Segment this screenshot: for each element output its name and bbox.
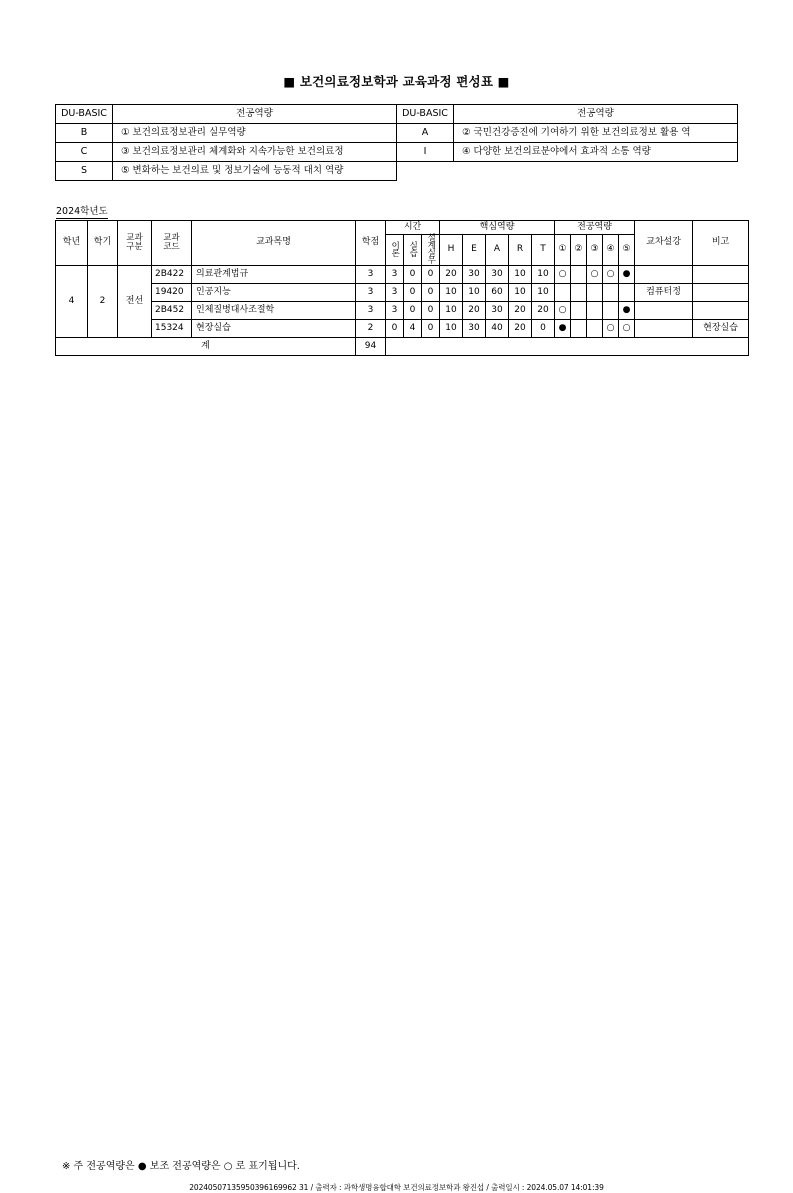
cell-core-a: 30 xyxy=(486,266,509,284)
competency-code: A xyxy=(397,124,454,143)
header-du-basic-left: DU-BASIC xyxy=(56,105,113,124)
cell-class-open xyxy=(635,266,693,284)
cell-theory: 3 xyxy=(386,302,404,320)
cell-theory: 0 xyxy=(386,320,404,338)
cell-core-a: 30 xyxy=(486,302,509,320)
header-semester: 학기 xyxy=(88,221,118,266)
competency-desc: ② 국민건강증진에 기여하기 위한 보건의료정보 활용 역 xyxy=(454,124,738,143)
cell-core-r: 10 xyxy=(509,284,532,302)
header-subject-code: 교과 코드 xyxy=(152,221,192,266)
competency-desc: ⑤ 변화하는 보건의료 및 정보기술에 능동적 대치 역량 xyxy=(113,162,397,181)
cell-practice: 0 xyxy=(404,266,422,284)
cell-major-1: ○ xyxy=(555,266,571,284)
header-class-open: 교차설강 xyxy=(635,221,693,266)
cell-major-2 xyxy=(571,320,587,338)
page-title: ■ 보건의료정보학과 교육과정 편성표 ■ xyxy=(283,74,510,89)
header-core-h: H xyxy=(440,235,463,266)
empty-cell xyxy=(397,162,454,181)
competency-desc: ③ 보건의료정보관리 체계화와 지속가능한 보건의료정 xyxy=(113,143,397,162)
total-label: 계 xyxy=(56,338,356,356)
total-empty xyxy=(386,338,749,356)
header-note: 비고 xyxy=(693,221,749,266)
header-major-5: ⑤ xyxy=(619,235,635,266)
cell-core-t: 10 xyxy=(532,284,555,302)
table-group-header-row xyxy=(56,221,749,235)
cell-major-5: ● xyxy=(619,266,635,284)
cell-class-open: 컴퓨터정 xyxy=(635,284,693,302)
cell-note xyxy=(693,302,749,320)
cell-design: 0 xyxy=(422,320,440,338)
competency-table xyxy=(55,104,738,181)
header-core-a: A xyxy=(486,235,509,266)
cell-semester: 2 xyxy=(88,266,118,338)
cell-practice: 0 xyxy=(404,284,422,302)
cell-subject-div: 전선 xyxy=(118,266,152,338)
table-row xyxy=(56,162,738,181)
cell-class-open xyxy=(635,320,693,338)
table-row xyxy=(56,320,749,338)
document-page xyxy=(0,72,793,1193)
header-group-core-competency: 핵심역량 xyxy=(440,221,555,235)
competency-code: B xyxy=(56,124,113,143)
competency-code: C xyxy=(56,143,113,162)
cell-core-t: 20 xyxy=(532,302,555,320)
cell-core-h: 10 xyxy=(440,302,463,320)
competency-code: I xyxy=(397,143,454,162)
header-group-time: 시간 xyxy=(386,221,440,235)
cell-note xyxy=(693,266,749,284)
cell-major-2 xyxy=(571,302,587,320)
cell-major-5: ○ xyxy=(619,320,635,338)
cell-core-e: 30 xyxy=(463,266,486,284)
competency-table-wrapper xyxy=(55,104,738,181)
cell-class-open xyxy=(635,302,693,320)
cell-theory: 3 xyxy=(386,284,404,302)
header-major-1: ① xyxy=(555,235,571,266)
cell-credit: 3 xyxy=(356,284,386,302)
cell-major-3 xyxy=(587,284,603,302)
year-label xyxy=(54,203,739,217)
header-credit: 학점 xyxy=(356,221,386,266)
header-major-4: ④ xyxy=(603,235,619,266)
cell-core-h: 10 xyxy=(440,320,463,338)
cell-core-r: 10 xyxy=(509,266,532,284)
table-total-row xyxy=(56,338,749,356)
header-subject-name: 교과목명 xyxy=(192,221,356,266)
header-time-practice: 실습 xyxy=(404,235,422,266)
cell-major-4 xyxy=(603,302,619,320)
cell-major-4: ○ xyxy=(603,320,619,338)
cell-credit: 3 xyxy=(356,266,386,284)
footnote: ※ 주 전공역량은 ● 보조 전공역량은 ○ 로 표기됩니다. xyxy=(62,1161,300,1172)
cell-core-h: 20 xyxy=(440,266,463,284)
cell-design: 0 xyxy=(422,284,440,302)
empty-cell xyxy=(454,162,738,181)
header-time-theory: 이론 xyxy=(386,235,404,266)
total-credit: 94 xyxy=(356,338,386,356)
cell-subject-code: 2B422 xyxy=(152,266,192,284)
cell-grade: 4 xyxy=(56,266,88,338)
header-core-r: R xyxy=(509,235,532,266)
header-core-e: E xyxy=(463,235,486,266)
cell-core-e: 20 xyxy=(463,302,486,320)
table-row xyxy=(56,284,749,302)
print-info-line: 20240507135950396169962 31 / 출력자 : 과학생명융합대학 보건의료정보학과 왕진섭 / 출력일시 : 2024.05.07 14:01:39 xyxy=(189,1183,604,1192)
cell-subject-code: 19420 xyxy=(152,284,192,302)
table-row xyxy=(56,302,749,320)
cell-credit: 3 xyxy=(356,302,386,320)
cell-major-1: ○ xyxy=(555,302,571,320)
header-du-basic-right: DU-BASIC xyxy=(397,105,454,124)
cell-subject-code: 15324 xyxy=(152,320,192,338)
cell-core-h: 10 xyxy=(440,284,463,302)
competency-desc: ④ 다양한 보건의료분야에서 효과적 소통 역량 xyxy=(454,143,738,162)
header-core-t: T xyxy=(532,235,555,266)
header-subject-div: 교과 구분 xyxy=(118,221,152,266)
cell-subject-name: 현장실습 xyxy=(192,320,356,338)
cell-credit: 2 xyxy=(356,320,386,338)
cell-major-4: ○ xyxy=(603,266,619,284)
cell-major-3: ○ xyxy=(587,266,603,284)
cell-note: 현장실습 xyxy=(693,320,749,338)
cell-core-e: 30 xyxy=(463,320,486,338)
cell-major-5: ● xyxy=(619,302,635,320)
table-header-row xyxy=(56,105,738,124)
cell-subject-name: 인체질병대사조절학 xyxy=(192,302,356,320)
cell-theory: 3 xyxy=(386,266,404,284)
cell-subject-name: 인공지능 xyxy=(192,284,356,302)
cell-subject-name: 의료관계법규 xyxy=(192,266,356,284)
cell-core-r: 20 xyxy=(509,320,532,338)
header-major-3: ③ xyxy=(587,235,603,266)
header-major-competency-left: 전공역량 xyxy=(113,105,397,124)
cell-design: 0 xyxy=(422,266,440,284)
cell-major-5 xyxy=(619,284,635,302)
cell-practice: 4 xyxy=(404,320,422,338)
cell-major-3 xyxy=(587,302,603,320)
cell-subject-code: 2B452 xyxy=(152,302,192,320)
competency-desc: ① 보건의료정보관리 실무역량 xyxy=(113,124,397,143)
competency-code: S xyxy=(56,162,113,181)
year-label-text: 2024학년도 xyxy=(56,206,108,217)
header-major-2: ② xyxy=(571,235,587,266)
cell-major-1 xyxy=(555,284,571,302)
table-row xyxy=(56,266,749,284)
curriculum-table xyxy=(55,220,749,356)
cell-core-e: 10 xyxy=(463,284,486,302)
cell-core-t: 0 xyxy=(532,320,555,338)
cell-core-t: 10 xyxy=(532,266,555,284)
table-row xyxy=(56,143,738,162)
cell-major-2 xyxy=(571,284,587,302)
cell-practice: 0 xyxy=(404,302,422,320)
cell-core-a: 40 xyxy=(486,320,509,338)
cell-note xyxy=(693,284,749,302)
cell-core-a: 60 xyxy=(486,284,509,302)
cell-major-4 xyxy=(603,284,619,302)
table-row xyxy=(56,124,738,143)
cell-design: 0 xyxy=(422,302,440,320)
header-time-design: 설계실무 xyxy=(422,235,440,266)
header-major-competency-right: 전공역량 xyxy=(454,105,738,124)
curriculum-table-wrapper xyxy=(55,220,738,356)
header-grade: 학년 xyxy=(56,221,88,266)
cell-major-2 xyxy=(571,266,587,284)
cell-core-r: 20 xyxy=(509,302,532,320)
cell-major-3 xyxy=(587,320,603,338)
header-group-major-competency: 전공역량 xyxy=(555,221,635,235)
cell-major-1: ● xyxy=(555,320,571,338)
